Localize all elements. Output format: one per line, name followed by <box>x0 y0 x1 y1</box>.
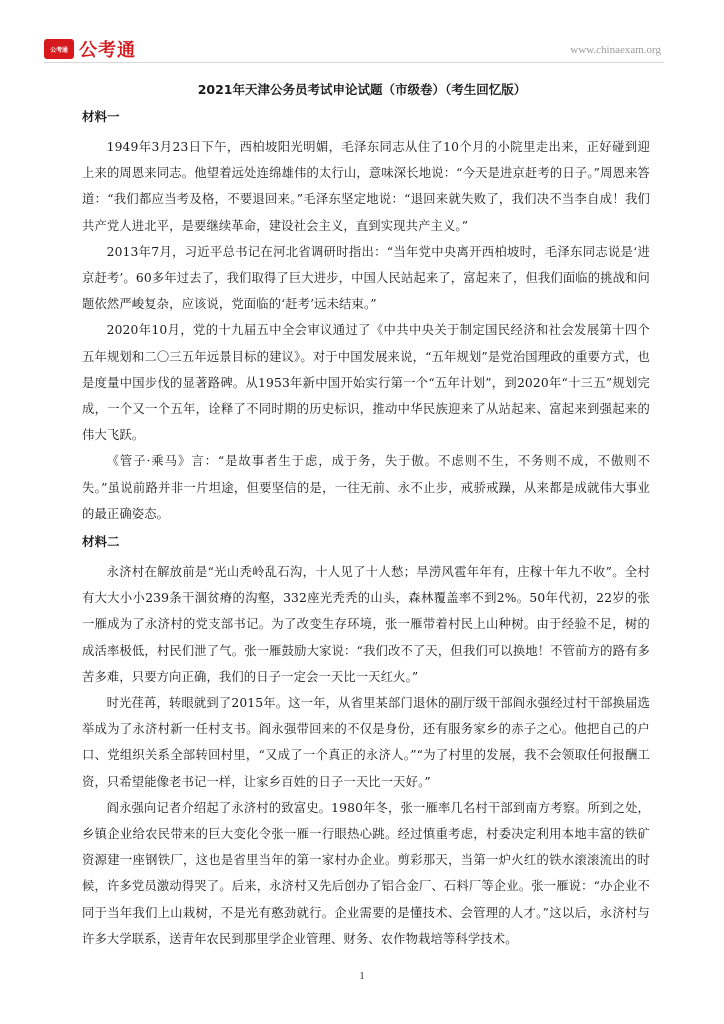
paragraph: 2013年7月，习近平总书记在河北省调研时指出：“当年党中央离开西柏坡时，毛泽东同志说是‘进京赶考’。60多年过去了，我们取得了巨大进步，中国人民站起来了，富起来了，但我们面临的挑战和问题依然严峻复杂，应该说，党面临的‘赶考’远未结束。” <box>82 244 650 312</box>
logo-text: 公考通 <box>79 40 136 61</box>
page-number: 1 <box>359 970 365 982</box>
site-url[interactable]: www.chinaexam.org <box>570 44 661 56</box>
paragraph: 时光荏苒，转眼就到了2015年。这一年，从省里某部门退休的副厅级干部阎永强经过村干部换届选举成为了永济村新一任村支书。阎永强带回来的不仅是身份，还有服务家乡的赤子之心。他把自己的户口、党组织关系全部转回村里，“又成了一个真正的永济人。”“为了村里的发展，我不会领取任何报酬工资，只希望能像老书记一样，让家乡百姓的日子一天比一天好。” <box>82 696 650 789</box>
header-divider <box>44 62 664 63</box>
logo-badge-icon: 公考通 <box>44 39 74 59</box>
paragraph: 2020年10月，党的十九届五中全会审议通过了《中共中央关于制定国民经济和社会发展第十四个五年规划和二〇三五年远景目标的建议》。对于中国发展来说，“五年规划”是党治国理政的重要方式，也是度量中国步伐的显著路碑。从1953年新中国开始实行第一个“五年计划”，到2020年“十三五”规划完成，一个又一个五年，诠释了不同时期的历史标识，推动中华民族迎来了从站起来、富起来到强起来的伟大飞跃。 <box>82 323 650 443</box>
paragraph: 阎永强向记者介绍起了永济村的致富史。1980年冬，张一雁率几名村干部到南方考察。所到之处，乡镇企业给农民带来的巨大变化令张一雁一行眼热心跳。经过慎重考虑，村委决定利用本地丰富的铁矿资源建一座钢铁厂，这也是省里当年的第一家村办企业。剪彩那天，当第一炉火红的铁水滚滚流出的时候，许多党员激动得哭了。后来，永济村又先后创办了铝合金厂、石料厂等企业。张一雁说：“办企业不同于当年我们上山栽树，不是光有憨劲就行。企业需要的是懂技术、会管理的人才。”这以后，永济村与许多大学联系，送青年农民到那里学企业管理、财务、农作物栽培等科学技术。 <box>82 800 650 946</box>
logo[interactable] <box>44 36 136 62</box>
section-heading-material-2: 材料二 <box>82 534 120 550</box>
paragraph: 永济村在解放前是“光山秃岭乱石沟，十人见了十人愁；旱涝风雹年年有，庄稼十年九不收”。全村有大大小小239条干涸贫瘠的沟壑，332座光秃秃的山头，森林覆盖率不到2%。50年代初，22岁的张一雁成为了永济村的党支部书记。为了改变生存环境，张一雁带着村民上山种树。由于经验不足，树的成活率极低，村民们泄了气。张一雁鼓励大家说：“我们改不了天，但我们可以换地！不管前方的路有多苦多难，只要方向正确，我们的日子一定会一天比一天红火。” <box>82 565 650 684</box>
document-body <box>82 78 650 952</box>
paragraph: 《管子·乘马》言：“是故事者生于虑，成于务，失于傲。不虑则不生，不务则不成，不傲则不失。”虽说前路并非一片坦途，但要坚信的是，一往无前、永不止步，戒骄戒躁，从来都是成就伟大事业的最正确姿态。 <box>82 454 650 521</box>
page-header <box>44 34 664 64</box>
document-title: 2021年天津公务员考试申论试题（市级卷）（考生回忆版） <box>197 82 527 97</box>
paragraph: 1949年3月23日下午，西柏坡阳光明媚，毛泽东同志从住了10个月的小院里走出来，正好碰到迎上来的周恩来同志。他望着远处连绵雄伟的太行山，意味深长地说：“今天是进京赶考的日子。”周恩来答道：“我们都应当考及格，不要退回来。”毛泽东坚定地说：“退回来就失败了，我们决不当李自成！我们共产党人进北平，是要继续革命，建设社会主义，直到实现共产主义。” <box>82 140 650 233</box>
section-heading-material-1: 材料一 <box>82 109 120 124</box>
